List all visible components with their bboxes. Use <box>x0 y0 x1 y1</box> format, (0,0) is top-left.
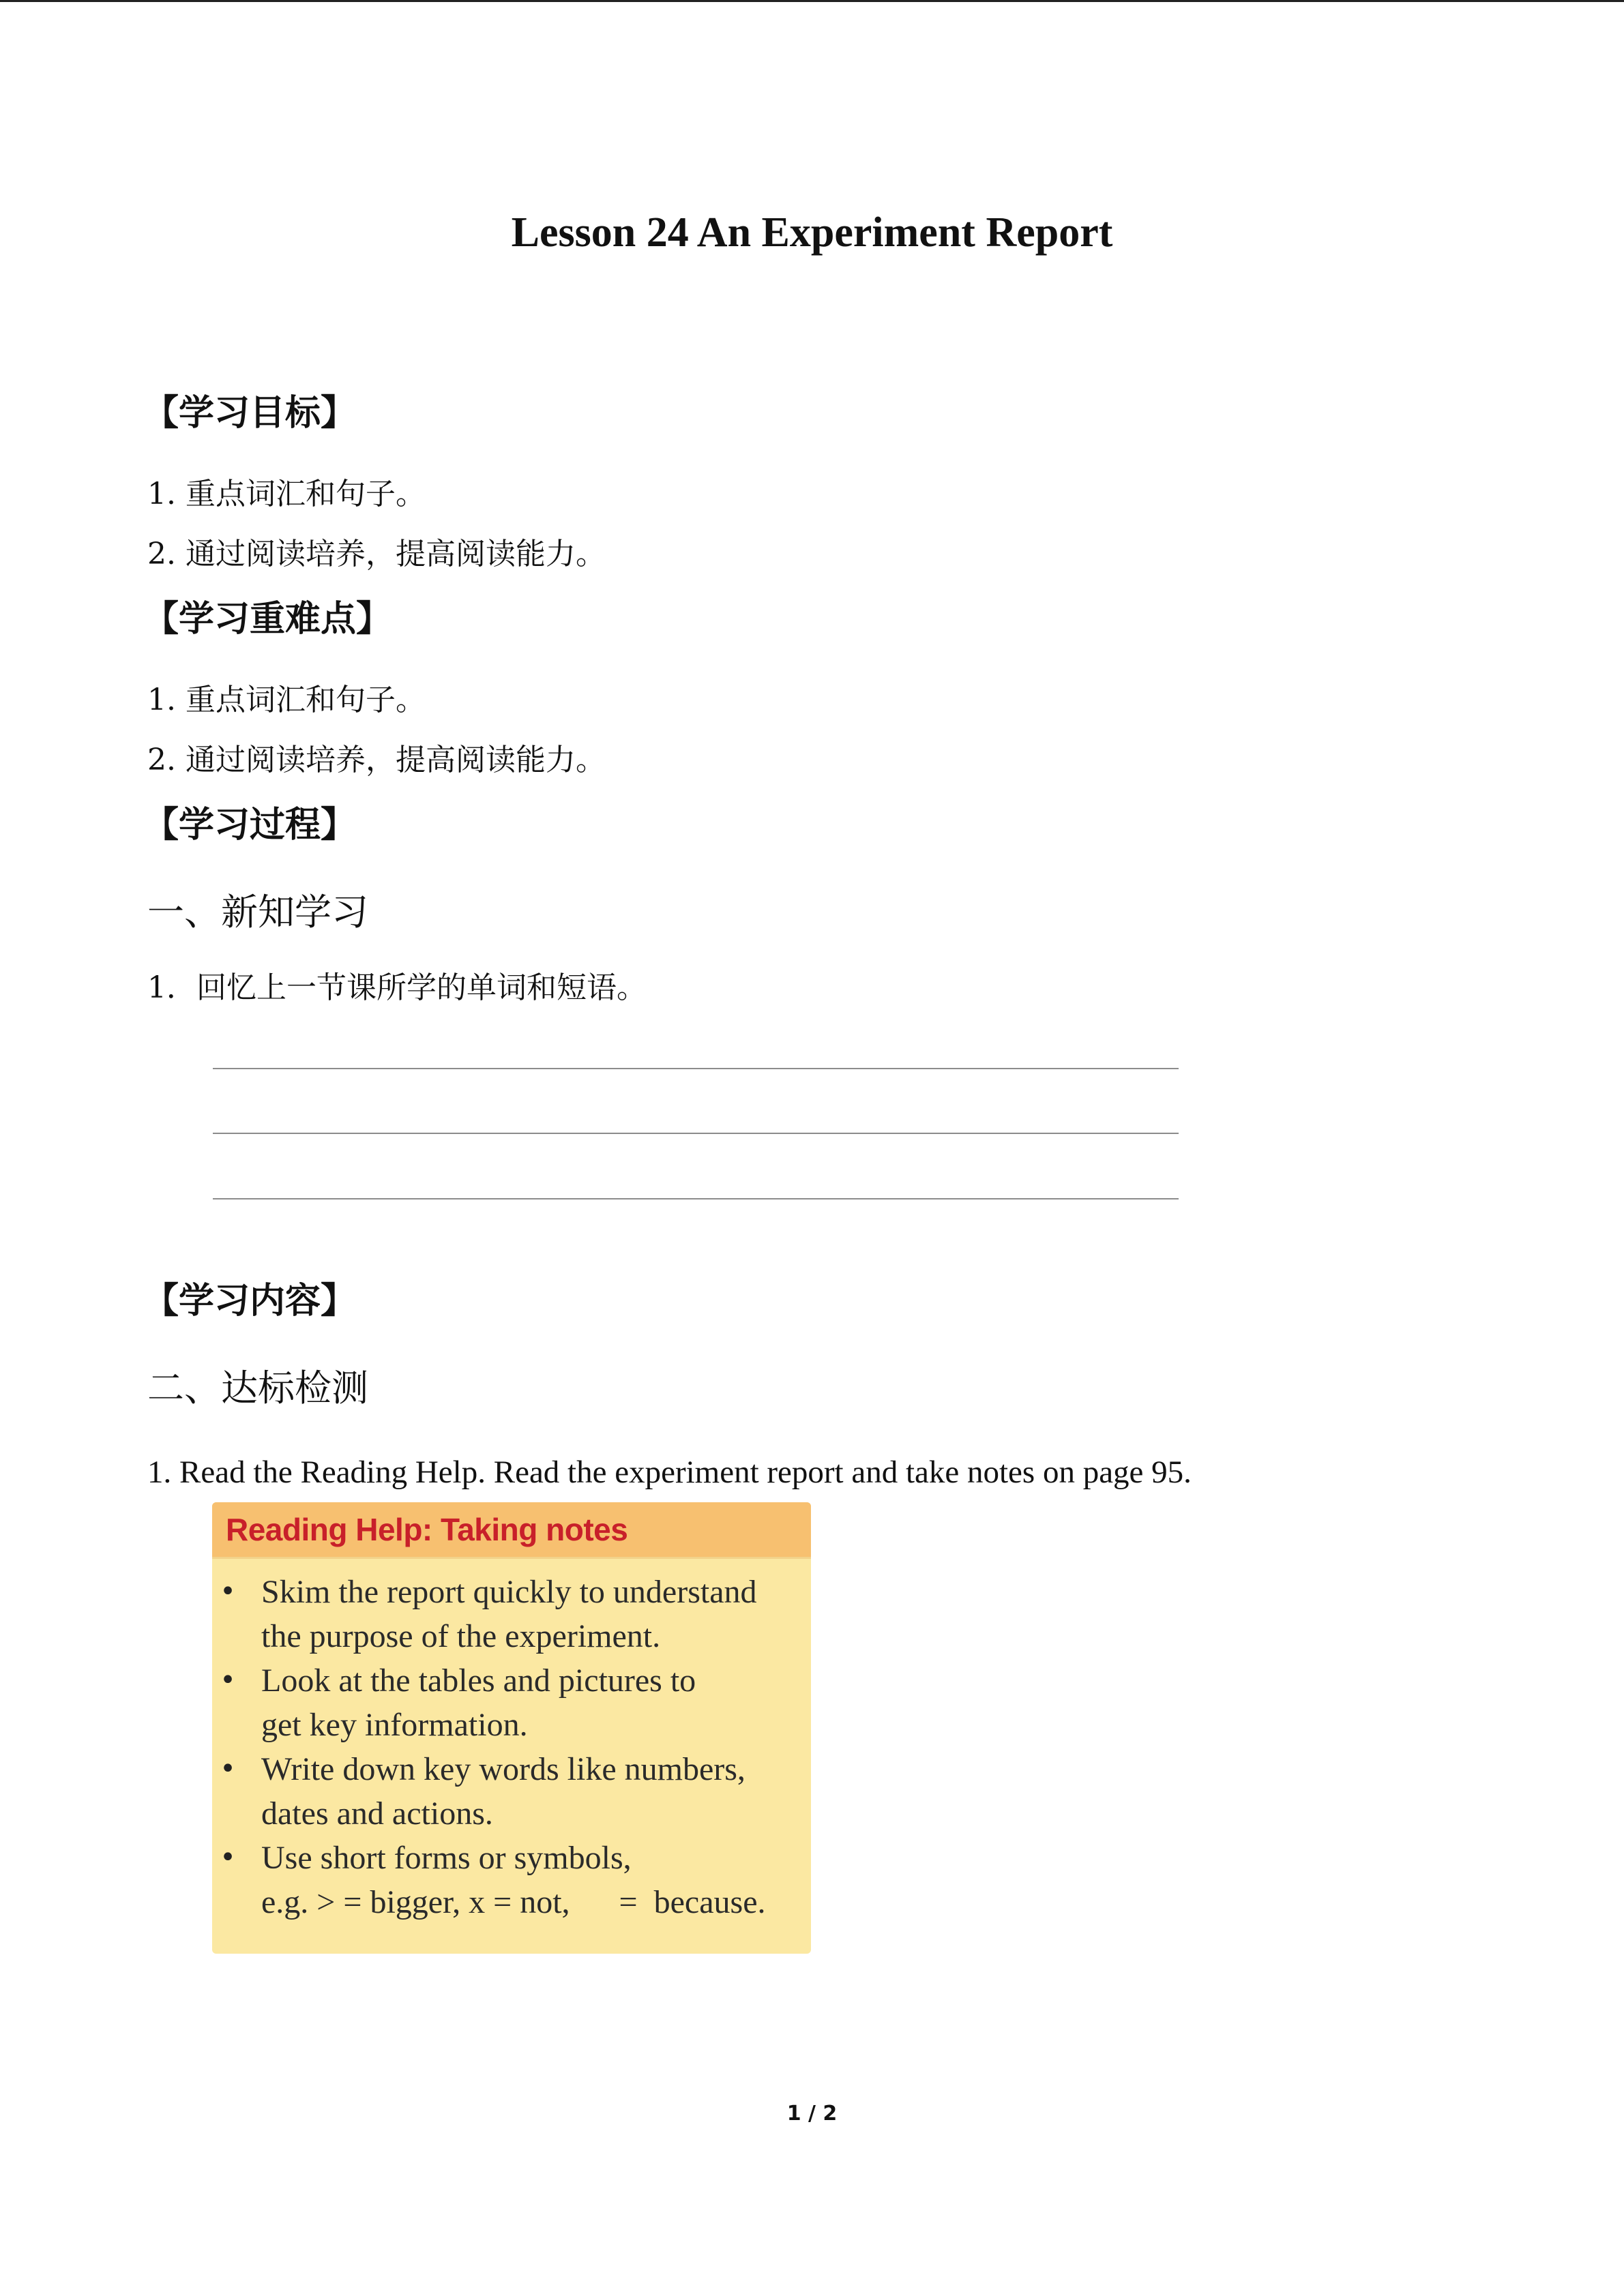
goal-item-2: 2. 通过阅读培养，提高阅读能力。 <box>147 537 606 571</box>
task-recall-words: 1．回忆上一节课所学的单词和短语。 <box>147 970 647 1005</box>
heading-learning-goals: 【学习目标】 <box>143 393 357 434</box>
reading-help-item-line: e.g. > = bigger, x = not, = because. <box>261 1884 766 1920</box>
key-point-item-2: 2. 通过阅读培养，提高阅读能力。 <box>147 743 606 777</box>
reading-help-item-line: dates and actions. <box>261 1795 493 1832</box>
subheading-new-knowledge: 一、新知学习 <box>147 891 368 934</box>
reading-help-header <box>212 1502 811 1559</box>
reading-help-item <box>212 1836 811 1924</box>
answer-blank-line-1[interactable] <box>213 1068 1179 1069</box>
subheading-assessment: 二、达标检测 <box>147 1367 368 1410</box>
reading-help-item-line: Skim the report quickly to understand <box>261 1574 757 1610</box>
bullet-icon: • <box>220 1753 236 1785</box>
document-title: Lesson 24 An Experiment Report <box>511 209 1113 256</box>
goal-item-1: 1. 重点词汇和句子。 <box>147 477 426 511</box>
page-top-border <box>0 0 1624 2</box>
reading-help-item <box>212 1658 811 1747</box>
reading-help-item-line: Write down key words like numbers, <box>261 1751 745 1787</box>
task-reading-help: 1. Read the Reading Help. Read the experiment report and take notes on page 95. <box>147 1455 1192 1490</box>
bullet-icon: • <box>220 1842 236 1873</box>
heading-learning-content: 【学习内容】 <box>143 1281 357 1322</box>
heading-learning-process: 【学习过程】 <box>143 805 357 846</box>
reading-help-item <box>212 1570 811 1658</box>
reading-help-list <box>212 1559 811 1924</box>
answer-blank-line-3[interactable] <box>213 1198 1179 1199</box>
reading-help-title: Reading Help: Taking notes <box>226 1512 628 1547</box>
reading-help-item-line: Look at the tables and pictures to <box>261 1663 696 1699</box>
page-number: 1 / 2 <box>786 2102 838 2126</box>
reading-help-item <box>212 1747 811 1836</box>
bullet-icon: • <box>220 1576 236 1607</box>
reading-help-card <box>212 1502 811 1954</box>
bullet-icon: • <box>220 1665 236 1696</box>
reading-help-item-line: the purpose of the experiment. <box>261 1618 661 1654</box>
answer-blank-line-2[interactable] <box>213 1133 1179 1134</box>
reading-help-item-line: Use short forms or symbols, <box>261 1840 632 1876</box>
heading-key-points: 【学习重难点】 <box>143 599 392 640</box>
key-point-item-1: 1. 重点词汇和句子。 <box>147 683 426 717</box>
reading-help-item-line: get key information. <box>261 1707 528 1743</box>
